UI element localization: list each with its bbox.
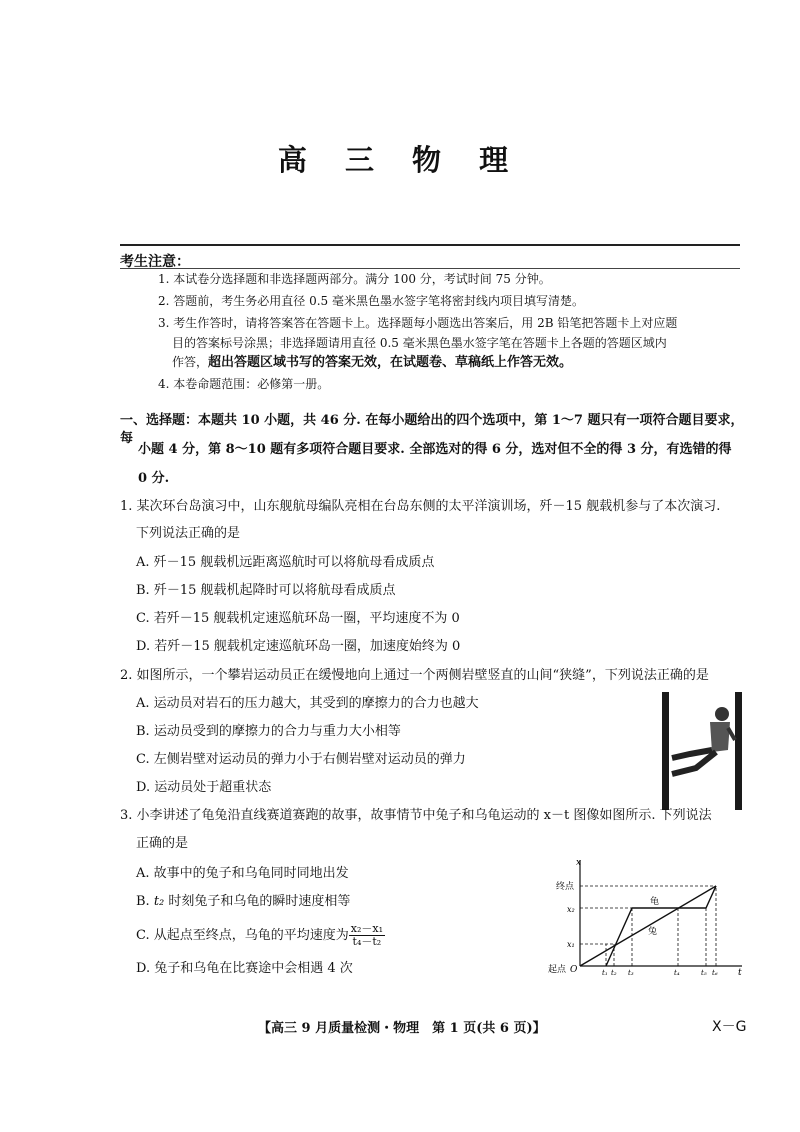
tick-t1: t₁ [602,969,608,977]
tick-t2: t₂ [611,969,617,977]
notice-item-3-tail: 作答， [172,355,209,369]
q2-option-b: B. 运动员受到的摩擦力的合力与重力大小相等 [136,724,401,739]
section-line-2: 小题 4 分，第 8～10 题有多项符合题目要求. 全部选对的得 6 分，选对但不全的得 3 分，有选错的得 [138,442,732,457]
paper-code: X－G [712,1019,747,1035]
turtle-line [580,886,716,966]
page-title: 高 三 物 理 [277,143,523,177]
q2-stem: 2. 如图所示，一个攀岩运动员正在缓慢地向上通过一个两侧岩壁竖直的山间“狭缝”，下列说法正确的是 [120,668,709,683]
notice-item-3-end [172,354,572,371]
rabbit-line [606,886,716,966]
finish-label: 终点 [556,882,575,892]
q3-option-b: B. t₂ 时刻兔子和乌龟的瞬时速度相等 [136,894,351,909]
q1-stem-1: 1. 某次环台岛演习中，山东舰航母编队亮相在台岛东侧的太平洋演训场，歼－15 舰载机参与了本次演习. [120,499,721,514]
t-axis-label: t [738,968,742,978]
q3-option-d: D. 兔子和乌龟在比赛途中会相遇 4 次 [136,961,353,976]
q3-option-b-text: 时刻兔子和乌龟的瞬时速度相等 [164,894,351,909]
x1-label: x₁ [567,940,575,949]
page-footer: 【高三 9 月质量检测・物理 第 1 页(共 6 页)】 [258,1021,546,1036]
tick-t6: t₆ [712,969,718,977]
tick-t4: t₄ [674,969,680,977]
q3-option-c [136,923,385,948]
notice-item-4: 4. 本卷命题范围：必修第一册。 [158,377,330,391]
fraction-numerator: x₂－x₁ [350,922,383,935]
climber-head [715,707,729,721]
notice-heading: 考生注意： [120,254,190,270]
notice-item-1: 1. 本试卷分选择题和非选择题两部分。满分 100 分，考试时间 75 分钟。 [158,272,551,286]
q3-option-c-text: C. 从起点至终点，乌龟的平均速度为 [136,928,349,943]
q3-option-b-var: t₂ [153,894,165,909]
q1-option-c: C. 若歼－15 舰载机定速巡航环岛一圈，平均速度不为 0 [136,611,460,626]
notice-item-2: 2. 答题前，考生务必用直径 0.5 毫米黑色墨水签字笔将密封线内项目填写清楚。 [158,294,584,308]
xt-graph [548,856,746,978]
x-axis-label: x [576,858,582,868]
q2-option-c: C. 左侧岩壁对运动员的弹力小于右侧岩壁对运动员的弹力 [136,752,466,767]
notice-bold-warning: 超出答题区域书写的答案无效，在试题卷、草稿纸上作答无效。 [208,355,573,370]
right-rock-wall [735,692,742,810]
q3-stem-2: 正确的是 [136,836,189,851]
turtle-label: 龟 [650,897,660,907]
tick-t3: t₃ [628,969,634,977]
q2-option-d: D. 运动员处于超重状态 [136,780,272,795]
section-line-1: 一、选择题：本题共 10 小题，共 46 分. 在每小题给出的四个选项中，第 1～7 题只有一项符合题目要求，每 [120,413,744,446]
q1-option-d: D. 若歼－15 舰载机定速巡航环岛一圈，加速度始终为 0 [136,639,461,654]
notice-item-3: 3. 考生作答时，请将答案答在答题卡上。选择题每小题选出答案后，用 2B 铅笔把答题卡上对应题 [158,316,678,330]
climber-torso [710,722,730,752]
x2-label: x₂ [567,905,575,914]
fraction-denominator: t₄－t₂ [352,935,382,948]
notice-sub-rule [120,268,740,269]
origin-label: O [570,965,578,975]
q3-stem-1: 3. 小李讲述了龟兔沿直线赛道赛跑的故事，故事情节中兔子和乌龟运动的 x－t 图像如图所示. 下列说法 [120,808,712,823]
section-line-3: 0 分. [138,471,170,486]
q3-option-a: A. 故事中的兔子和乌龟同时同地出发 [136,866,349,881]
q1-option-a: A. 歼－15 舰载机远距离巡航时可以将航母看成质点 [136,555,435,570]
notice-item-3-cont: 目的答案标号涂黑；非选择题请用直径 0.5 毫米黑色墨水签字笔在答题卡上各题的答题区域内 [172,336,667,350]
q1-stem-2: 下列说法正确的是 [136,526,241,541]
tick-t5: t₅ [701,969,707,977]
q2-option-a: A. 运动员对岩石的压力越大，其受到的摩擦力的合力也越大 [136,696,479,711]
start-label: 起点 [548,965,567,975]
notice-top-rule [120,244,740,246]
q3-option-c-fraction [349,923,385,948]
rabbit-label: 兔 [648,927,658,937]
climber-figure [660,692,744,810]
left-rock-wall [662,692,669,810]
q1-option-b: B. 歼－15 舰载机起降时可以将航母看成质点 [136,583,396,598]
